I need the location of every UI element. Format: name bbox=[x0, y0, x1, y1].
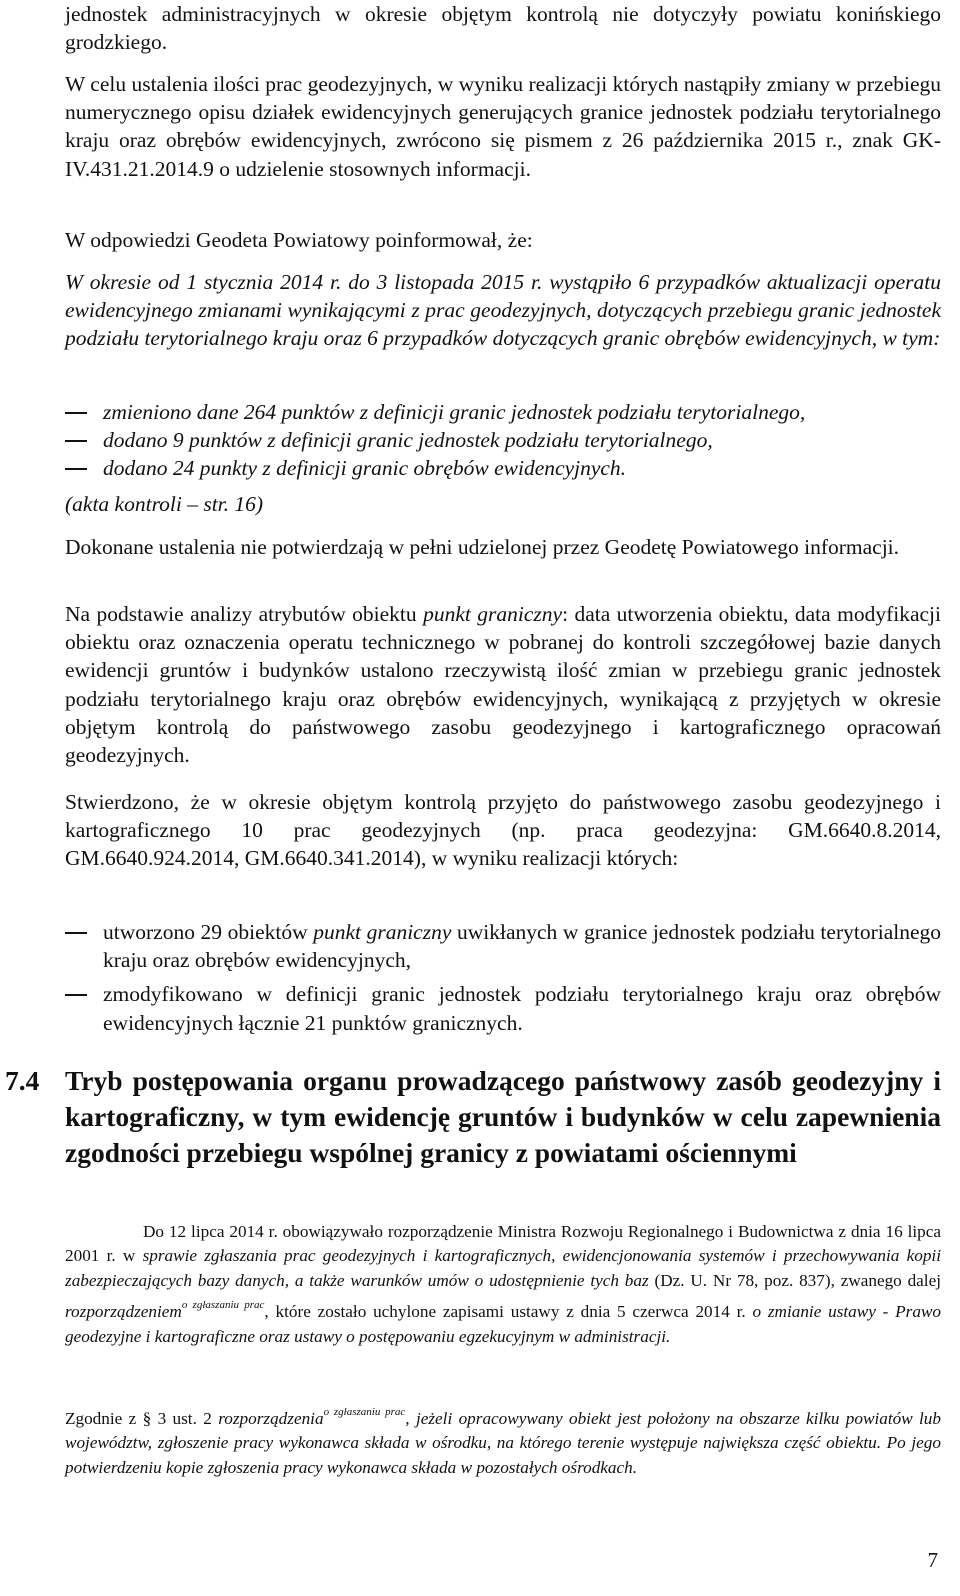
paragraph-intro-continuation: jednostek administracyjnych w okresie objętym kontrolą nie dotyczyły powiatu konińskiego grodzkiego. bbox=[65, 2, 941, 55]
paragraph-according: Zgodnie z § 3 ust. 2 rozporządzenia$^{o zgłaszaniu prac}$, jeżeli opracowywany obiekt jest położony na obszarze kilku powiatów lub województw, zgłoszenie pracy wykonawca składa w ośrodku, na którego terenie występuje największa część obiektu. Po jego potwierdzeniu kopie zgłoszenia pracy wykonawca składa w pozostałych ośrodkach. bbox=[65, 1406, 941, 1477]
paragraph-response-intro: W odpowiedzi Geodeta Powiatowy poinformował, że: bbox=[65, 228, 533, 252]
paragraph-analysis: Na podstawie analizy atrybutów obiektu punkt graniczny: data utworzenia obiektu, data modyfikacji obiektu oraz oznaczenia operatu technicznego w pobranej do kontroli szczegółowej bazie danych ewidencji gruntów i budynków ustalono rzeczywistą ilość zmian w przebiegu granic jednostek podziału terytorialnego kraju oraz obrębów ewidencyjnych, wynikającą z przyjętych w okresie objętym kontrolą do państwowego zasobu geodezyjnego i kartograficznego opracowań geodezyjnych. bbox=[65, 602, 941, 768]
page-number: 7 bbox=[927, 1548, 938, 1572]
list-item: utworzono 29 obiektów punkt graniczny uwikłanych w granice jednostek podziału terytorialnego kraju oraz obrębów ewidencyjnych, bbox=[65, 918, 941, 974]
list-item: zmieniono dane 264 punktów z definicji granic jednostek podziału terytorialnego, bbox=[65, 398, 941, 426]
paragraph-regulation: Do 12 lipca 2014 r. obowiązywało rozporządzenie Ministra Rozwoju Regionalnego i Budownictwa z dnia 16 lipca 2001 r. w sprawie zgłaszania prac geodezyjnych i kartograficznych, ewidencjonowania systemów i przechowywania kopii zabezpieczających bazy danych, a także warunków umów o udostępnienie tych baz (Dz. U. Nr 78, poz. 837), zwanego dalej rozporządzeniem$^{o zgłaszaniu prac}$, które zostało uchylone zapisami ustawy z dnia 5 czerwca 2014 r. o zmianie ustawy - Prawo geodezyjne i kartograficzne oraz ustawy o postępowaniu egzekucyjnym w administracji. bbox=[65, 1222, 941, 1346]
section-title: Tryb postępowania organu prowadzącego państwowy zasób geodezyjny i kartograficzny, w tym ewidencję gruntów i budynków w celu zapewnienia zgodności przebiegu wspólnej granicy z powiatami ościennymi bbox=[65, 1065, 941, 1168]
section-number: 7.4 bbox=[5, 1065, 40, 1096]
list-item: dodano 24 punkty z definicji granic obrębów ewidencyjnych. bbox=[65, 454, 941, 482]
section-heading bbox=[5, 1063, 941, 1171]
paragraph-response-quote: W okresie od 1 stycznia 2014 r. do 3 listopada 2015 r. wystąpiło 6 przypadków aktualizacji operatu ewidencyjnego zmianami wynikającymi z prac geodezyjnych, dotyczących przebiegu granic jednostek podziału terytorialnego kraju oraz 6 przypadków dotyczących granic obrębów ewidencyjnych, w tym: bbox=[65, 270, 941, 351]
paragraph-information-request: W celu ustalenia ilości prac geodezyjnych, w wyniku realizacji których nastąpiły zmiany w przebiegu numerycznego opisu działek ewidencyjnych generujących granice jednostek podziału terytorialnego kraju oraz obrębów ewidencyjnych, zwrócono się pismem z 26 października 2015 r., znak GK-IV.431.21.2014.9 o udzielenie stosownych informacji. bbox=[65, 72, 942, 181]
paragraph-statement: Stwierdzono, że w okresie objętym kontrolą przyjęto do państwowego zasobu geodezyjnego i kartograficznego 10 prac geodezyjnych (np. praca geodezyjna: GM.6640.8.2014, GM.6640.924.2014, GM.6640.341.2014), w wyniku realizacji których: bbox=[65, 790, 941, 871]
paragraph-findings: Dokonane ustalenia nie potwierdzają w pełni udzielonej przez Geodetę Powiatowego informacji. bbox=[65, 535, 900, 559]
changes-list bbox=[65, 398, 941, 483]
results-list bbox=[65, 918, 941, 1037]
audit-reference: (akta kontroli – str. 16) bbox=[65, 492, 264, 516]
list-item: dodano 9 punktów z definicji granic jednostek podziału terytorialnego, bbox=[65, 426, 941, 454]
list-item: zmodyfikowano w definicji granic jednostek podziału terytorialnego kraju oraz obrębów ewidencyjnych łącznie 21 punktów granicznych. bbox=[65, 980, 941, 1036]
